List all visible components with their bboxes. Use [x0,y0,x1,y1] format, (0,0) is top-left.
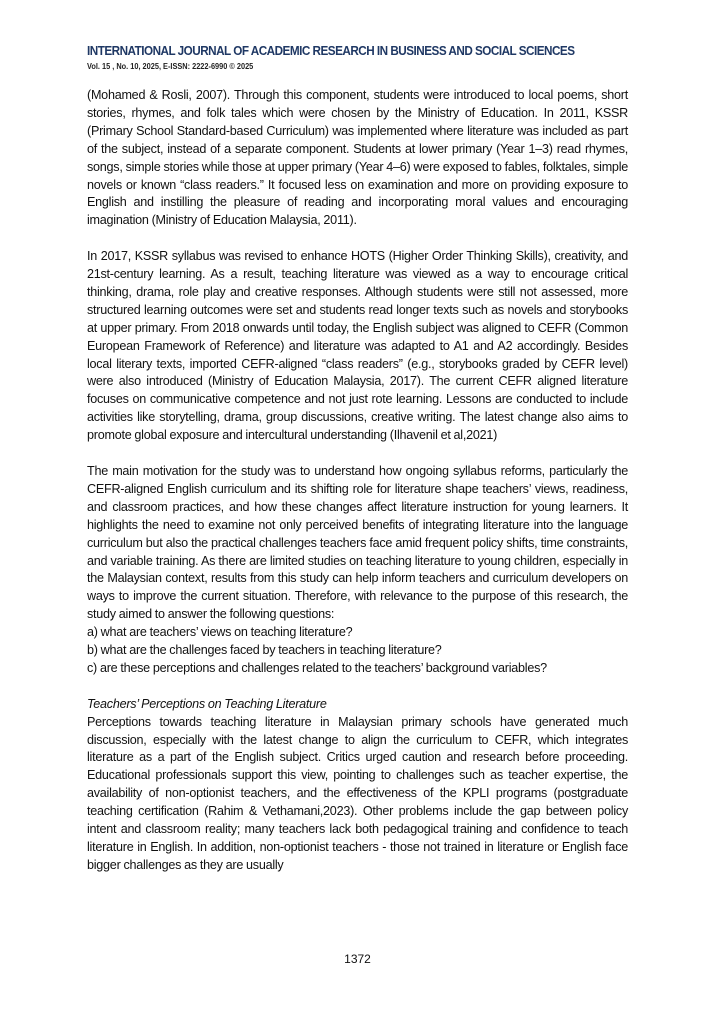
paragraph-perceptions: Perceptions towards teaching literature in Malaysian primary schools have generated much discussion, especially with the latest change to align the curriculum to CEFR, which integrates literature as a part of the English subject. Critics urged caution and research before proceeding. Educational professionals support this view, pointing to challenges such as teacher expertise, the availability of non-optionist teachers, and the effectiveness of the KPLI programs (postgraduate teaching certification (Rahim & Vethamani,2023). Other problems include the gap between policy intent and classroom reality; many teachers lack both pedagogical training and confidence to teach literature in English. In addition, non-optionist teachers - those not trained in literature or English face bigger challenges as they are usually [87,714,628,872]
page-number: 1372 [344,952,371,966]
body-text [87,87,628,875]
paragraph-kssr-2011: (Mohamed & Rosli, 2007). Through this component, students were introduced to local poems, short stories, rhymes, and folk tales which were chosen by the Ministry of Education. In 2011, KSSR (Primary School Standard-based Curriculum) was implemented where literature was included as part of the subject, instead of a separate component. Students at lower primary (Year 1–3) read rhymes, songs, simple stories while those at upper primary (Year 4–6) were exposed to fables, folktales, simple novels or known “class readers.” It focused less on examination and more on providing exposure to English and instilling the pleasure of reading and incorporating moral values and encouraging imagination (Ministry of Education Malaysia, 2011). [87,88,628,228]
research-question-c: c) are these perceptions and challenges related to the teachers’ background variables? [87,660,547,675]
research-question-b: b) what are the challenges faced by teachers in teaching literature? [87,643,442,658]
research-question-a: a) what are teachers’ views on teaching literature? [87,625,353,640]
section-heading: Teachers’ Perceptions on Teaching Literature [87,696,327,711]
journal-title: INTERNATIONAL JOURNAL OF ACADEMIC RESEARCH IN BUSINESS AND SOCIAL SCIENCES [87,44,575,58]
paragraph-motivation: The main motivation for the study was to understand how ongoing syllabus reforms, particularly the CEFR-aligned English curriculum and its shifting role for literature shape teachers’ views, readiness, and classroom practices, and how these changes affect literature instruction for young learners. It highlights the need to examine not only perceived benefits of integrating literature into the language curriculum but also the practical challenges teachers face amid frequent policy shifts, time constraints, and variable training. As there are limited studies on teaching literature to young children, especially in the Malaysian context, results from this study can help inform teachers and curriculum developers on ways to improve the current situation. Therefore, with relevance to the purpose of this research, the study aimed to answer the following questions: [87,464,628,622]
journal-meta: Vol. 15 , No. 10, 2025, E-ISSN: 2222-6990 © 2025 [87,62,254,71]
paragraph-kssr-2017: In 2017, KSSR syllabus was revised to enhance HOTS (Higher Order Thinking Skills), creativity, and 21st-century learning. As a result, teaching literature was viewed as a way to encourage critical thinking, drama, role play and creative responses. Although students were still not assessed, more structured learning outcomes were set and students read longer texts such as novels and storybooks at upper primary. From 2018 onwards until today, the English subject was aligned to CEFR (Common European Framework of Reference) and literature was adapted to A1 and A2 accordingly. Besides local literary texts, imported CEFR-aligned “class readers” (e.g., storybooks graded by CEFR level) were also introduced (Ministry of Education Malaysia, 2017). The current CEFR aligned literature focuses on communicative competence and not just rote learning. Lessons are conducted to include activities like storytelling, drama, group discussions, creative writing. The latest change also aims to promote global exposure and intercultural understanding (Ilhavenil et al,2021) [87,249,628,443]
